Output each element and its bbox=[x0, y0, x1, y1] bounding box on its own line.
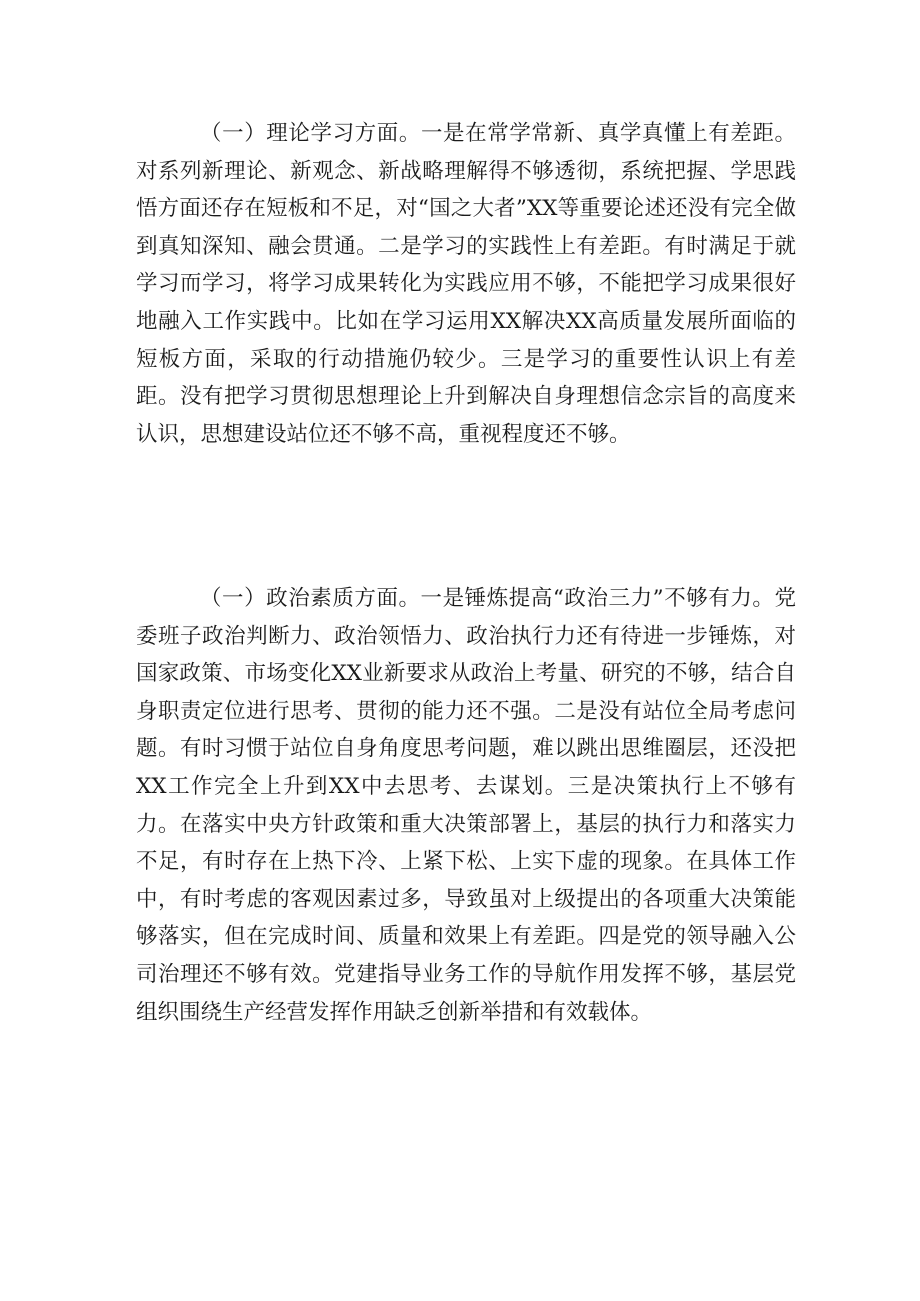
paragraph-theory-study: （一）理论学习方面。一是在常学常新、真学真懂上有差距。对系列新理论、新观念、新战略理解得不够透彻，系统把握、学思践悟方面还存在短板和不足，对“国之大者”XX等重要论述还没有完全做到真知深知、融会贯通。二是学习的实践性上有差距。有时满足于就学习而学习，将学习成果转化为实践应用不够，不能把学习成果很好地融入工作实践中。比如在学习运用XX解决XX高质量发展所面临的短板方面，采取的行动措施仍较少。三是学习的重要性认识上有差距。没有把学习贯彻思想理论上升到解决自身理想信念宗旨的高度来认识，思想建设站位还不够不高，重视程度还不够。 bbox=[136, 121, 796, 447]
paragraph-political-quality: （一）政治素质方面。一是锤炼提高“政治三力”不够有力。党委班子政治判断力、政治领悟力、政治执行力还有待进一步锤炼，对国家政策、市场变化XX业新要求从政治上考量、研究的不够，结合自身职责定位进行思考、贯彻的能力还不强。二是没有站位全局考虑问题。有时习惯于站位自身角度思考问题，难以跳出思维圈层，还没把XX工作完全上升到XX中去思考、去谋划。三是决策执行上不够有力。在落实中央方针政策和重大决策部署上，基层的执行力和落实力不足，有时存在上热下冷、上紧下松、上实下虚的现象。在具体工作中，有时考虑的客观因素过多，导致虽对上级提出的各项重大决策能够落实，但在完成时间、质量和效果上有差距。四是党的领导融入公司治理还不够有效。党建指导业务工作的导航作用发挥不够，基层党组织围绕生产经营发挥作用缺乏创新举措和有效载体。 bbox=[136, 586, 796, 1025]
